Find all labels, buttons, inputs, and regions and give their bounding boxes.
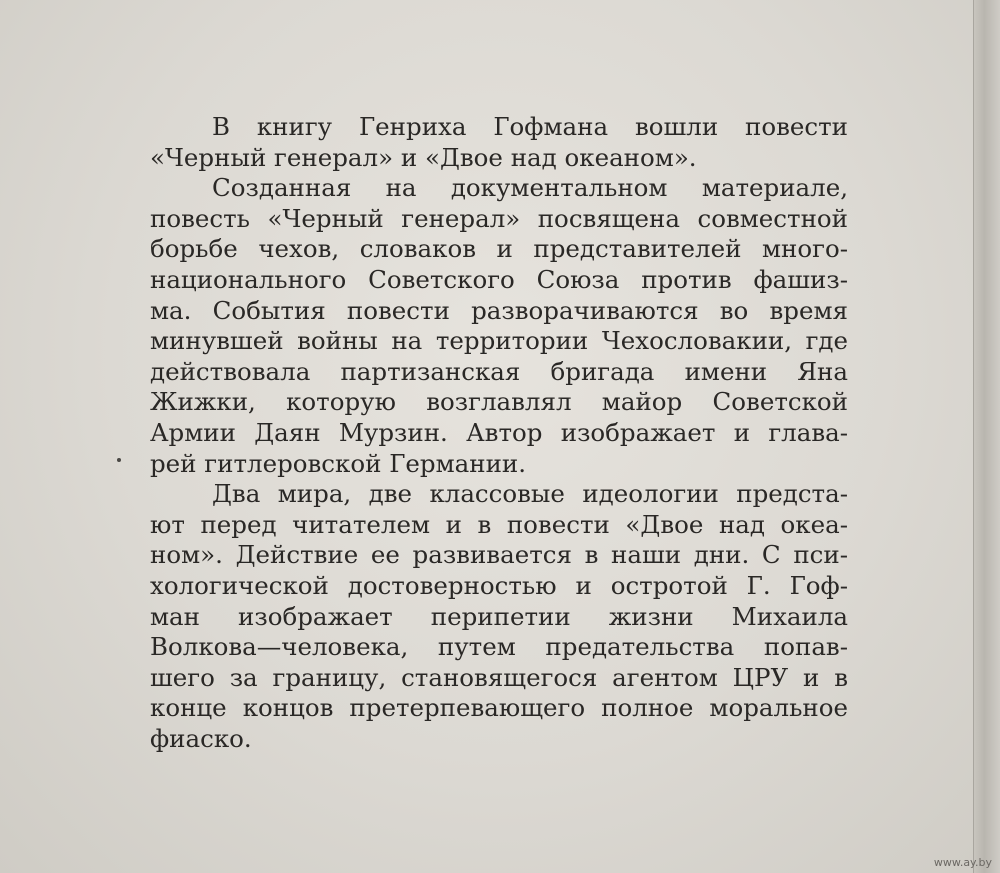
paragraph-1 (150, 112, 848, 173)
annotation-text (150, 112, 848, 754)
text-line: ют перед читателем и в повести «Двое над океа- (150, 509, 848, 539)
text-line: повесть «Черный генерал» посвящена совместной (150, 203, 848, 233)
text-line: рей гитлеровской Германии. (150, 448, 527, 478)
text-line: В книгу Генриха Гофмана вошли повести (212, 112, 848, 141)
text-line: ма. События повести разворачиваются во время (150, 295, 848, 325)
text-line: национального Советского Союза против фашиз- (150, 264, 848, 294)
text-line: «Черный генерал» и «Двое над океаном». (150, 142, 697, 172)
paragraph-2 (150, 173, 848, 479)
text-line: шего за границу, становящегося агентом ЦРУ и в (150, 662, 848, 692)
page-edge (973, 0, 1000, 873)
text-line: минувшей войны на территории Чехословакии, где (150, 326, 848, 356)
text-line: Созданная на документальном материале, (212, 173, 848, 203)
text-line: Волкова—человека, путем предательства попав- (150, 632, 848, 662)
text-line: Жижки, которую возглавлял майор Советской (150, 387, 848, 417)
text-line: ном». Действие ее развивается в наши дни. С пси- (150, 540, 848, 570)
paragraph-3 (150, 479, 848, 754)
text-line: ман изображает перипетии жизни Михаила (150, 601, 848, 631)
text-line: действовала партизанская бригада имени Яна (150, 356, 848, 386)
text-line: борьбе чехов, словаков и представителей много- (150, 234, 848, 264)
text-line: фиаско. (150, 723, 252, 753)
paper-speck (117, 458, 121, 462)
text-line: Два мира, две классовые идеологии предста- (212, 479, 848, 509)
text-line: хологической достоверностью и остротой Г. Гоф- (150, 570, 848, 600)
watermark: www.ay.by (933, 856, 992, 869)
text-line: конце концов претерпевающего полное моральное (150, 693, 848, 723)
text-line: Армии Даян Мурзин. Автор изображает и глава- (150, 417, 848, 447)
